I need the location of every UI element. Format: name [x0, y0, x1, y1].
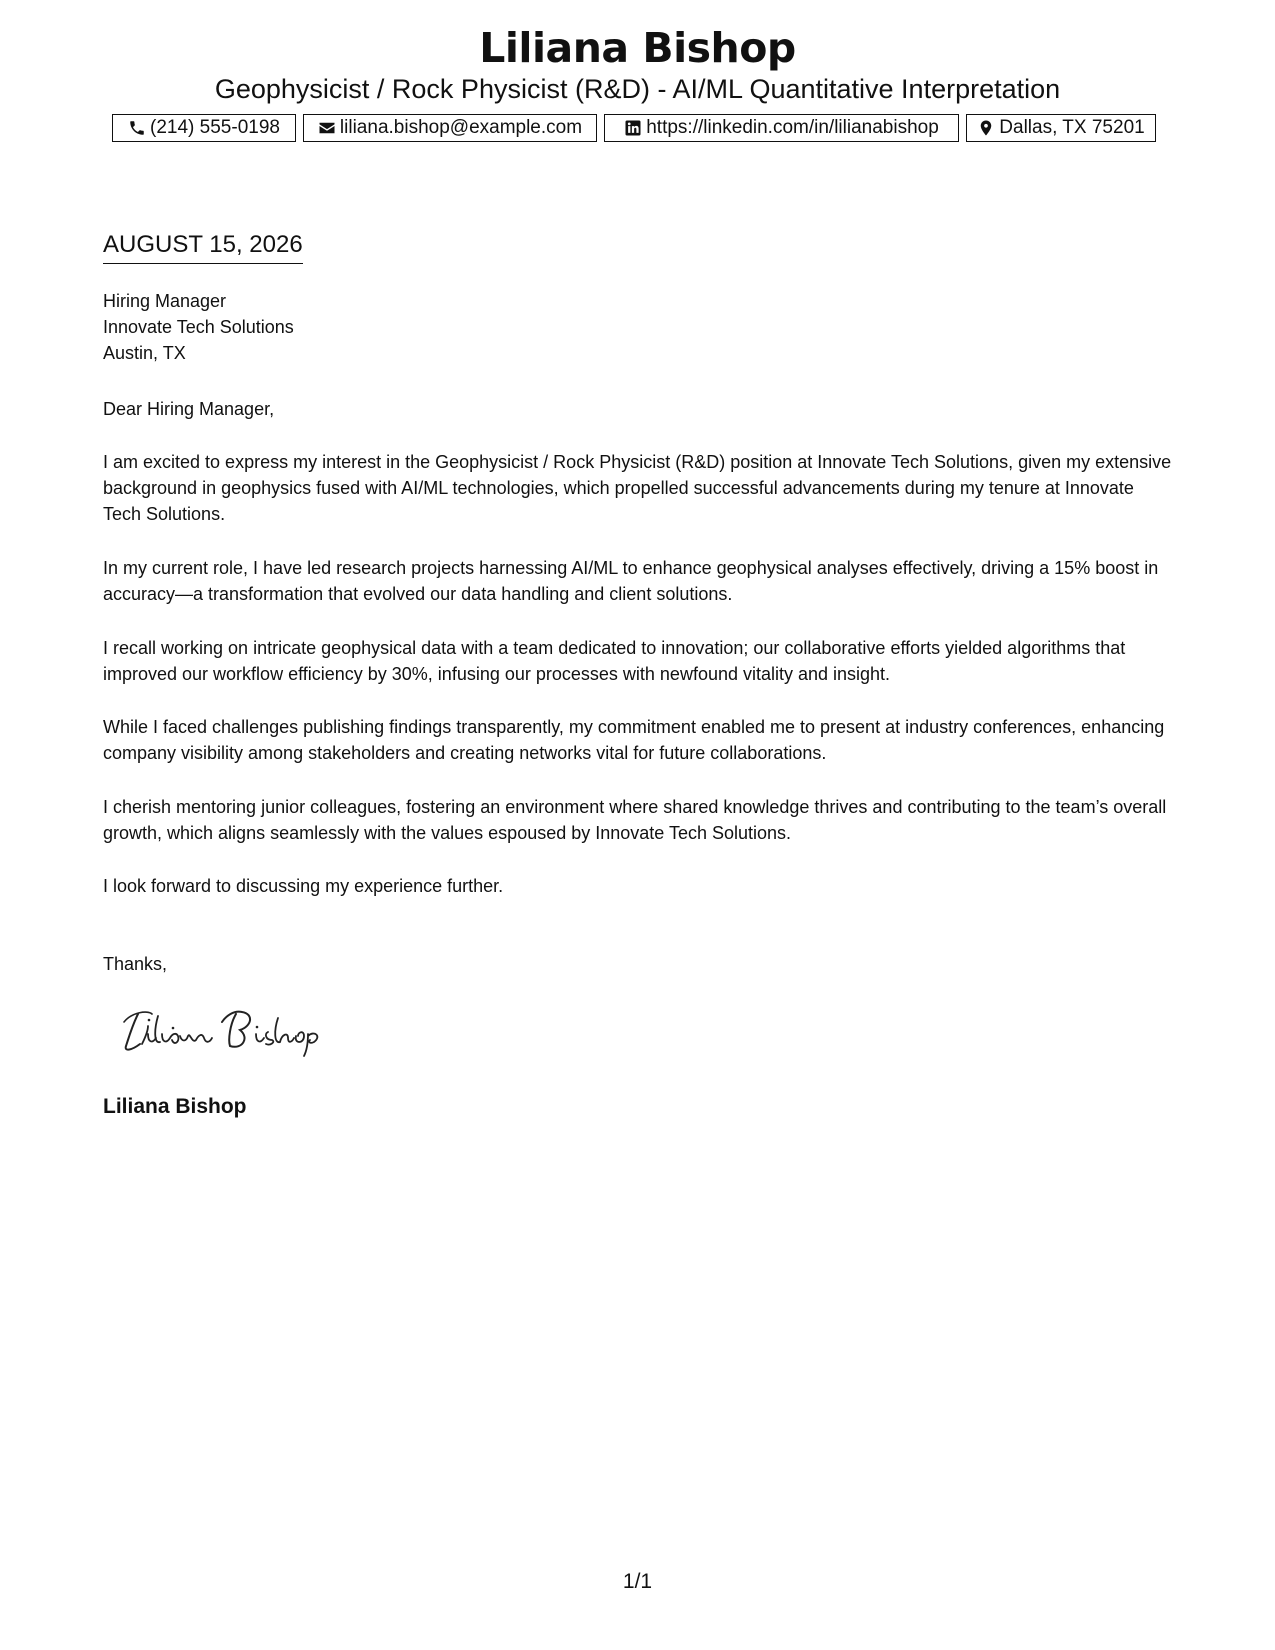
header-name: Liliana Bishop: [479, 24, 796, 72]
recipient-line-3: Austin, TX: [103, 343, 186, 363]
envelope-icon: [318, 119, 336, 137]
signature-image: [118, 1000, 358, 1060]
paragraph-5: I cherish mentoring junior colleagues, fostering an environment where shared knowledge thrives and contributing to the team’s overall growth, which aligns seamlessly with the values espoused by Innovate Tech Solutions.: [103, 797, 1167, 843]
contact-email[interactable]: [303, 114, 597, 142]
recipient-line-1: Hiring Manager: [103, 291, 227, 311]
linkedin-icon: [624, 119, 642, 137]
recipient-block: [103, 288, 294, 366]
contact-phone[interactable]: [112, 114, 296, 142]
contact-location[interactable]: [966, 114, 1156, 142]
letter-date: AUGUST 15, 2026: [103, 230, 303, 264]
paragraph-1: I am excited to express my interest in the Geophysicist / Rock Physicist (R&D) position at Innovate Tech Solutions, given my extensive background in geophysics fused with AI/ML technologies, which propelled successful advancements during my tenure at Innovate Tech Solutions.: [103, 452, 1172, 524]
header-title: Geophysicist / Rock Physicist (R&D) - AI/ML Quantitative Interpretation: [214, 74, 1061, 104]
contact-location-text: Dallas, TX 75201: [999, 117, 1145, 138]
paragraph-2: In my current role, I have led research projects harnessing AI/ML to enhance geophysical analyses effectively, driving a 15% boost in accuracy—a transformation that evolved our data handling and client solutions.: [103, 558, 1159, 604]
paragraph-3: I recall working on intricate geophysical data with a team dedicated to innovation; our collaborative efforts yielded algorithms that improved our workflow efficiency by 30%, infusing our processes with newfound vitality and insight.: [103, 638, 1126, 684]
page-number: 1/1: [622, 1570, 653, 1593]
paragraph-4: While I faced challenges publishing findings transparently, my commitment enabled me to present at industry conferences, enhancing company visibility among stakeholders and creating networks vital for future collaborations.: [103, 717, 1165, 763]
closing-line: I look forward to discussing my experience further.: [103, 876, 504, 896]
salutation: Dear Hiring Manager,: [103, 399, 275, 419]
contact-phone-text: (214) 555-0198: [150, 117, 280, 138]
phone-icon: [128, 119, 146, 137]
signer-name: Liliana Bishop: [103, 1095, 247, 1118]
contact-linkedin-text: https://linkedin.com/in/lilianabishop: [646, 117, 939, 138]
recipient-line-2: Innovate Tech Solutions: [103, 317, 294, 337]
contact-email-text: liliana.bishop@example.com: [339, 117, 583, 138]
map-pin-icon: [977, 119, 995, 137]
signoff: Thanks,: [103, 954, 168, 974]
contact-linkedin[interactable]: [604, 114, 959, 142]
